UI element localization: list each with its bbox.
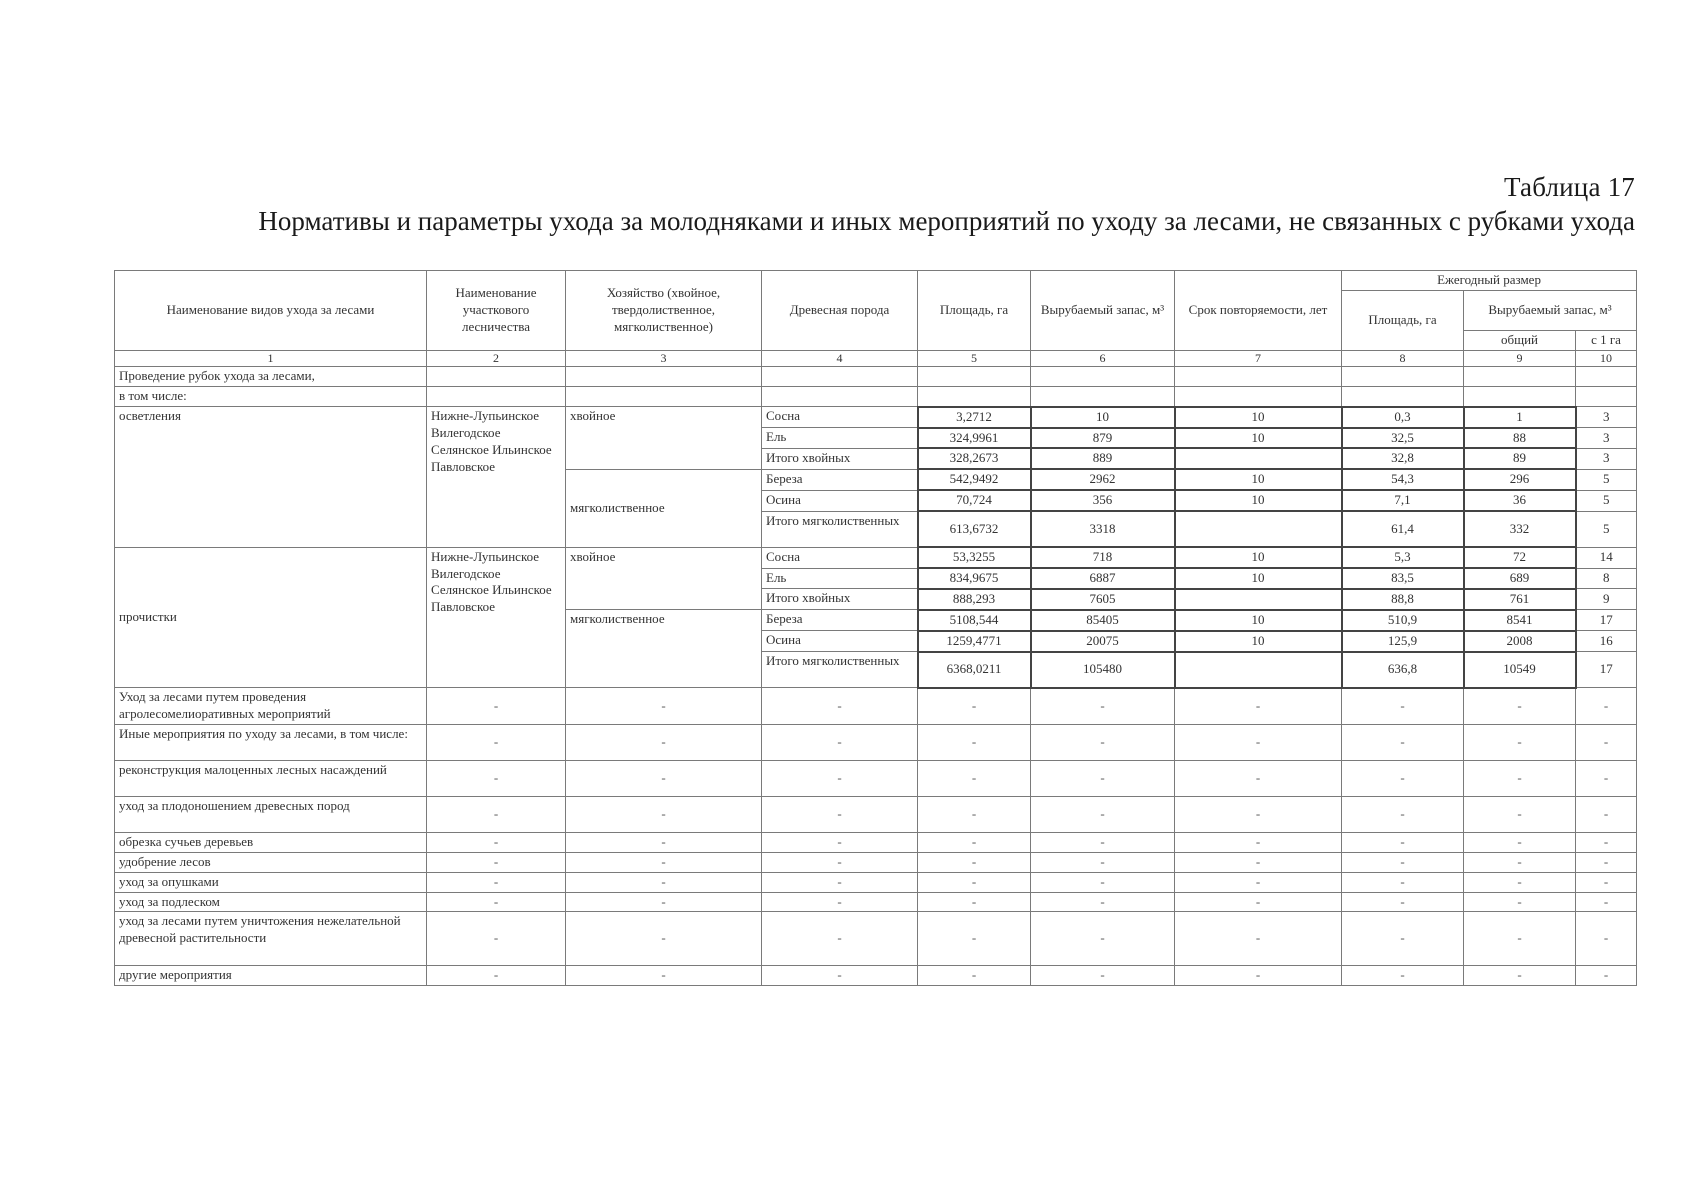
dash-cell: - bbox=[918, 966, 1031, 986]
annual-per-ha-cell: 3 bbox=[1576, 448, 1637, 469]
stock-cell: 718 bbox=[1031, 547, 1175, 568]
table-row bbox=[115, 966, 1637, 986]
annual-total-cell: 1 bbox=[1464, 407, 1576, 428]
activity-name: Иные мероприятия по уходу за лесами, в том числе: bbox=[115, 724, 427, 760]
dash-cell: - bbox=[1576, 912, 1637, 966]
annual-per-ha-cell: 3 bbox=[1576, 428, 1637, 449]
table-row bbox=[115, 892, 1637, 912]
period-cell: 10 bbox=[1175, 631, 1342, 652]
dash-cell: - bbox=[427, 688, 566, 725]
dash-cell: - bbox=[762, 688, 918, 725]
forestry-list: Нижне-Лупьинское Вилегодское Селянское Ильинское Павловское bbox=[427, 547, 566, 687]
dash-cell: - bbox=[566, 760, 762, 796]
dash-cell: - bbox=[1464, 688, 1576, 725]
col-number: 7 bbox=[1175, 350, 1342, 367]
area-cell: 1259,4771 bbox=[918, 631, 1031, 652]
activity-name: другие мероприятия bbox=[115, 966, 427, 986]
annual-area-cell: 61,4 bbox=[1342, 511, 1464, 547]
dash-cell: - bbox=[1175, 688, 1342, 725]
dash-cell: - bbox=[1464, 872, 1576, 892]
dash-cell: - bbox=[1031, 832, 1175, 852]
dash-cell: - bbox=[1576, 796, 1637, 832]
annual-per-ha-cell: 5 bbox=[1576, 490, 1637, 511]
dash-cell: - bbox=[1175, 852, 1342, 872]
forestry-list: Нижне-Лупьинское Вилегодское Селянское Ильинское Павловское bbox=[427, 407, 566, 547]
dash-cell: - bbox=[1576, 832, 1637, 852]
dash-cell: - bbox=[1175, 760, 1342, 796]
dash-cell: - bbox=[1464, 892, 1576, 912]
section-incl-row bbox=[115, 387, 1637, 407]
annual-area-cell: 7,1 bbox=[1342, 490, 1464, 511]
annual-per-ha-cell: 5 bbox=[1576, 469, 1637, 490]
annual-per-ha-cell: 14 bbox=[1576, 547, 1637, 568]
activity-name: уход за подлеском bbox=[115, 892, 427, 912]
col-number: 6 bbox=[1031, 350, 1175, 367]
dash-cell: - bbox=[1576, 892, 1637, 912]
dash-cell: - bbox=[918, 724, 1031, 760]
dash-cell: - bbox=[566, 832, 762, 852]
dash-cell: - bbox=[762, 852, 918, 872]
species-cell: Итого хвойных bbox=[762, 448, 918, 469]
dash-cell: - bbox=[918, 688, 1031, 725]
dash-cell: - bbox=[762, 832, 918, 852]
annual-area-cell: 32,5 bbox=[1342, 428, 1464, 449]
dash-cell: - bbox=[1576, 760, 1637, 796]
dash-cell: - bbox=[918, 832, 1031, 852]
annual-area-cell: 88,8 bbox=[1342, 589, 1464, 610]
header-annual: Ежегодный размер bbox=[1342, 271, 1637, 291]
stock-cell: 889 bbox=[1031, 448, 1175, 469]
col-number: 4 bbox=[762, 350, 918, 367]
annual-total-cell: 332 bbox=[1464, 511, 1576, 547]
table-row bbox=[115, 832, 1637, 852]
dash-cell: - bbox=[1031, 912, 1175, 966]
header-stock: Вырубаемый запас, м³ bbox=[1031, 271, 1175, 351]
care-type-name: прочистки bbox=[115, 547, 427, 687]
area-cell: 53,3255 bbox=[918, 547, 1031, 568]
dash-cell: - bbox=[427, 724, 566, 760]
dash-cell: - bbox=[1576, 966, 1637, 986]
header-total: общий bbox=[1464, 330, 1576, 350]
annual-total-cell: 72 bbox=[1464, 547, 1576, 568]
dash-cell: - bbox=[1576, 688, 1637, 725]
annual-area-cell: 54,3 bbox=[1342, 469, 1464, 490]
dash-cell: - bbox=[1031, 688, 1175, 725]
dash-cell: - bbox=[1175, 872, 1342, 892]
annual-area-cell: 125,9 bbox=[1342, 631, 1464, 652]
dash-cell: - bbox=[762, 724, 918, 760]
section-incl-label: в том числе: bbox=[115, 387, 427, 407]
stock-cell: 85405 bbox=[1031, 610, 1175, 631]
dash-cell: - bbox=[427, 796, 566, 832]
dash-cell: - bbox=[427, 852, 566, 872]
dash-cell: - bbox=[1342, 832, 1464, 852]
area-cell: 542,9492 bbox=[918, 469, 1031, 490]
dash-cell: - bbox=[1464, 760, 1576, 796]
dash-cell: - bbox=[1464, 724, 1576, 760]
dash-cell: - bbox=[427, 892, 566, 912]
dash-cell: - bbox=[762, 872, 918, 892]
annual-area-cell: 510,9 bbox=[1342, 610, 1464, 631]
header-annual-area: Площадь, га bbox=[1342, 290, 1464, 350]
annual-area-cell: 0,3 bbox=[1342, 407, 1464, 428]
column-numbers-row bbox=[115, 350, 1637, 367]
table-row bbox=[115, 872, 1637, 892]
table-number: Таблица 17 bbox=[1504, 172, 1635, 202]
col-number: 5 bbox=[918, 350, 1031, 367]
other-activities bbox=[115, 688, 1637, 986]
table-row bbox=[115, 688, 1637, 725]
stock-cell: 10 bbox=[1031, 407, 1175, 428]
dash-cell: - bbox=[1031, 966, 1175, 986]
annual-total-cell: 761 bbox=[1464, 589, 1576, 610]
activity-name: уход за плодоношением древесных пород bbox=[115, 796, 427, 832]
dash-cell: - bbox=[1342, 872, 1464, 892]
dash-cell: - bbox=[1031, 852, 1175, 872]
annual-per-ha-cell: 8 bbox=[1576, 568, 1637, 589]
dash-cell: - bbox=[566, 724, 762, 760]
dash-cell: - bbox=[1464, 966, 1576, 986]
dash-cell: - bbox=[1576, 724, 1637, 760]
annual-total-cell: 689 bbox=[1464, 568, 1576, 589]
annual-total-cell: 8541 bbox=[1464, 610, 1576, 631]
dash-cell: - bbox=[1175, 892, 1342, 912]
dash-cell: - bbox=[1342, 852, 1464, 872]
header-economy: Хозяйство (хвойное, твердолиственное, мягколиственное) bbox=[566, 271, 762, 351]
activity-name: обрезка сучьев деревьев bbox=[115, 832, 427, 852]
dash-cell: - bbox=[566, 852, 762, 872]
period-cell: 10 bbox=[1175, 547, 1342, 568]
species-cell: Осина bbox=[762, 490, 918, 511]
header-period: Срок повторяемости, лет bbox=[1175, 271, 1342, 351]
period-cell: 10 bbox=[1175, 428, 1342, 449]
annual-total-cell: 296 bbox=[1464, 469, 1576, 490]
dash-cell: - bbox=[1031, 892, 1175, 912]
stock-cell: 879 bbox=[1031, 428, 1175, 449]
area-cell: 3,2712 bbox=[918, 407, 1031, 428]
dash-cell: - bbox=[918, 872, 1031, 892]
area-cell: 328,2673 bbox=[918, 448, 1031, 469]
dash-cell: - bbox=[1464, 796, 1576, 832]
col-number: 8 bbox=[1342, 350, 1464, 367]
stock-cell: 356 bbox=[1031, 490, 1175, 511]
period-cell: 10 bbox=[1175, 610, 1342, 631]
dash-cell: - bbox=[1576, 852, 1637, 872]
economy-deciduous: мягколиственное bbox=[566, 469, 762, 547]
col-number: 3 bbox=[566, 350, 762, 367]
table-row bbox=[115, 724, 1637, 760]
table-row bbox=[115, 760, 1637, 796]
area-cell: 324,9961 bbox=[918, 428, 1031, 449]
activity-name: реконструкция малоценных лесных насаждений bbox=[115, 760, 427, 796]
table-row bbox=[115, 796, 1637, 832]
dash-cell: - bbox=[762, 912, 918, 966]
stock-cell: 20075 bbox=[1031, 631, 1175, 652]
dash-cell: - bbox=[762, 796, 918, 832]
annual-per-ha-cell: 5 bbox=[1576, 511, 1637, 547]
area-cell: 888,293 bbox=[918, 589, 1031, 610]
activity-name: уход за лесами путем уничтожения нежелательной древесной растительности bbox=[115, 912, 427, 966]
period-cell bbox=[1175, 448, 1342, 469]
dash-cell: - bbox=[1175, 912, 1342, 966]
header-area: Площадь, га bbox=[918, 271, 1031, 351]
stock-cell: 3318 bbox=[1031, 511, 1175, 547]
dash-cell: - bbox=[1342, 912, 1464, 966]
dash-cell: - bbox=[1031, 724, 1175, 760]
table-row bbox=[115, 407, 1637, 428]
dash-cell: - bbox=[1464, 912, 1576, 966]
stock-cell: 7605 bbox=[1031, 589, 1175, 610]
activity-name: Уход за лесами путем проведения агролесомелиоративных мероприятий bbox=[115, 688, 427, 725]
annual-area-cell: 5,3 bbox=[1342, 547, 1464, 568]
annual-area-cell: 83,5 bbox=[1342, 568, 1464, 589]
table-row bbox=[115, 547, 1637, 568]
stock-cell: 6887 bbox=[1031, 568, 1175, 589]
species-cell: Береза bbox=[762, 469, 918, 490]
care-type-name: осветления bbox=[115, 407, 427, 547]
dash-cell: - bbox=[1464, 852, 1576, 872]
annual-per-ha-cell: 3 bbox=[1576, 407, 1637, 428]
period-cell bbox=[1175, 589, 1342, 610]
dash-cell: - bbox=[1464, 832, 1576, 852]
dash-cell: - bbox=[1342, 760, 1464, 796]
dash-cell: - bbox=[1342, 796, 1464, 832]
dash-cell: - bbox=[1031, 796, 1175, 832]
header-tree-species: Древесная порода bbox=[762, 271, 918, 351]
header-cut-stock: Вырубаемый запас, м³ bbox=[1464, 290, 1637, 330]
annual-per-ha-cell: 16 bbox=[1576, 631, 1637, 652]
dash-cell: - bbox=[1342, 724, 1464, 760]
table-title: Нормативы и параметры ухода за молодняками и иных мероприятий по уходу за лесами, не связанных с рубками ухода bbox=[258, 206, 1635, 236]
dash-cell: - bbox=[762, 760, 918, 796]
area-cell: 5108,544 bbox=[918, 610, 1031, 631]
dash-cell: - bbox=[427, 912, 566, 966]
annual-total-cell: 2008 bbox=[1464, 631, 1576, 652]
col-number: 2 bbox=[427, 350, 566, 367]
dash-cell: - bbox=[566, 688, 762, 725]
dash-cell: - bbox=[427, 760, 566, 796]
species-cell: Ель bbox=[762, 428, 918, 449]
period-cell bbox=[1175, 652, 1342, 688]
annual-total-cell: 89 bbox=[1464, 448, 1576, 469]
dash-cell: - bbox=[566, 796, 762, 832]
dash-cell: - bbox=[1576, 872, 1637, 892]
dash-cell: - bbox=[566, 892, 762, 912]
col-number: 9 bbox=[1464, 350, 1576, 367]
header-forestry: Наименование участкового лесничества bbox=[427, 271, 566, 351]
species-cell: Итого мягколиственных bbox=[762, 511, 918, 547]
area-cell: 70,724 bbox=[918, 490, 1031, 511]
section-main-row bbox=[115, 367, 1637, 387]
activity-name: удобрение лесов bbox=[115, 852, 427, 872]
period-cell: 10 bbox=[1175, 568, 1342, 589]
dash-cell: - bbox=[566, 872, 762, 892]
dash-cell: - bbox=[427, 966, 566, 986]
annual-per-ha-cell: 9 bbox=[1576, 589, 1637, 610]
annual-per-ha-cell: 17 bbox=[1576, 610, 1637, 631]
section-main-label: Проведение рубок ухода за лесами, bbox=[115, 367, 427, 387]
annual-area-cell: 636,8 bbox=[1342, 652, 1464, 688]
dash-cell: - bbox=[918, 852, 1031, 872]
species-cell: Береза bbox=[762, 610, 918, 631]
dash-cell: - bbox=[918, 892, 1031, 912]
dash-cell: - bbox=[1342, 688, 1464, 725]
species-cell: Итого мягколиственных bbox=[762, 652, 918, 688]
dash-cell: - bbox=[918, 796, 1031, 832]
area-cell: 6368,0211 bbox=[918, 652, 1031, 688]
economy-conifer: хвойное bbox=[566, 547, 762, 610]
dash-cell: - bbox=[1175, 724, 1342, 760]
dash-cell: - bbox=[762, 966, 918, 986]
period-cell bbox=[1175, 511, 1342, 547]
dash-cell: - bbox=[1175, 796, 1342, 832]
dash-cell: - bbox=[427, 832, 566, 852]
period-cell: 10 bbox=[1175, 490, 1342, 511]
period-cell: 10 bbox=[1175, 407, 1342, 428]
dash-cell: - bbox=[1175, 832, 1342, 852]
annual-total-cell: 88 bbox=[1464, 428, 1576, 449]
dash-cell: - bbox=[1175, 966, 1342, 986]
header-species-care: Наименование видов ухода за лесами bbox=[115, 271, 427, 351]
dash-cell: - bbox=[918, 760, 1031, 796]
annual-total-cell: 10549 bbox=[1464, 652, 1576, 688]
table-row bbox=[115, 852, 1637, 872]
area-cell: 834,9675 bbox=[918, 568, 1031, 589]
species-cell: Итого хвойных bbox=[762, 589, 918, 610]
stock-cell: 2962 bbox=[1031, 469, 1175, 490]
dash-cell: - bbox=[427, 872, 566, 892]
species-cell: Сосна bbox=[762, 547, 918, 568]
period-cell: 10 bbox=[1175, 469, 1342, 490]
col-number: 1 bbox=[115, 350, 427, 367]
activity-name: уход за опушками bbox=[115, 872, 427, 892]
header-per-ha: с 1 га bbox=[1576, 330, 1637, 350]
col-number: 10 bbox=[1576, 350, 1637, 367]
table-row bbox=[115, 912, 1637, 966]
species-cell: Осина bbox=[762, 631, 918, 652]
dash-cell: - bbox=[566, 966, 762, 986]
area-cell: 613,6732 bbox=[918, 511, 1031, 547]
dash-cell: - bbox=[1342, 892, 1464, 912]
dash-cell: - bbox=[566, 912, 762, 966]
dash-cell: - bbox=[1031, 872, 1175, 892]
annual-area-cell: 32,8 bbox=[1342, 448, 1464, 469]
species-cell: Сосна bbox=[762, 407, 918, 428]
dash-cell: - bbox=[762, 892, 918, 912]
dash-cell: - bbox=[918, 912, 1031, 966]
annual-total-cell: 36 bbox=[1464, 490, 1576, 511]
economy-deciduous: мягколиственное bbox=[566, 610, 762, 688]
annual-per-ha-cell: 17 bbox=[1576, 652, 1637, 688]
dash-cell: - bbox=[1342, 966, 1464, 986]
stock-cell: 105480 bbox=[1031, 652, 1175, 688]
species-cell: Ель bbox=[762, 568, 918, 589]
economy-conifer: хвойное bbox=[566, 407, 762, 470]
dash-cell: - bbox=[1031, 760, 1175, 796]
norms-table bbox=[114, 270, 1637, 986]
